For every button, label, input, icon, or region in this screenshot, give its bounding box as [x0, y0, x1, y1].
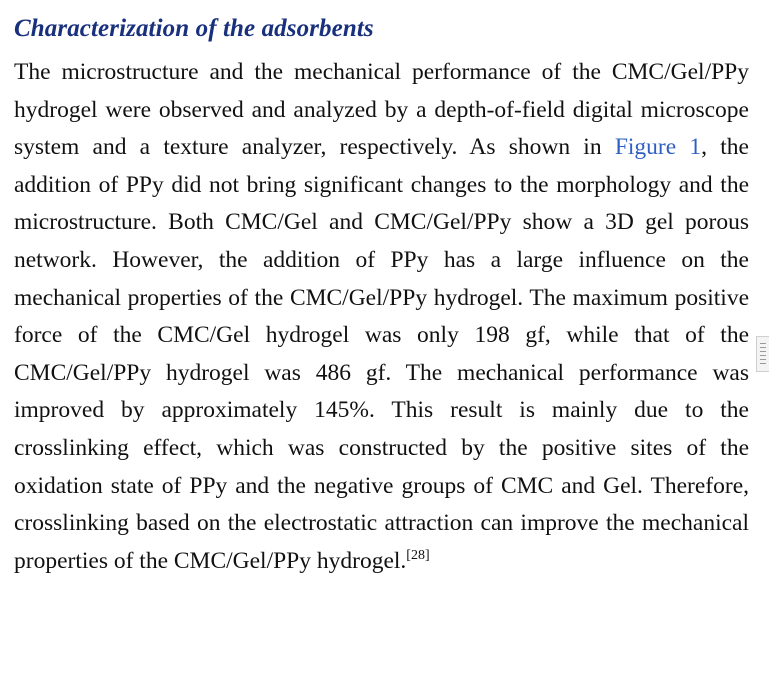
- figure-1-link[interactable]: Figure 1: [614, 134, 702, 161]
- paragraph-text-part-1: The microstructure and the mechanical performance of the CMC/Gel/PPy hydrogel were observed and analyzed by a depth-of-field digital microscope system and a texture analyzer, respectively. As shown in: [14, 59, 749, 161]
- page-title: Characterization of the adsorbents: [14, 15, 374, 42]
- paragraph-text-part-2: , the addition of PPy did not bring significant changes to the morphology and the microstructure. Both CMC/Gel and CMC/Gel/PPy show a 3D gel porous network. However, the addition of PPy has a large influence on the mechanical properties of the CMC/Gel/PPy hydrogel. The maximum positive force of the CMC/Gel hydrogel was only 198 gf, while that of the CMC/Gel/PPy hydrogel was 486 gf. The mechanical performance was improved by approximately 145%. This result is mainly due to the crosslinking effect, which was constructed by the positive sites of the oxidation state of PPy and the negative groups of CMC and Gel. Therefore, crosslinking based on the electrostatic attraction can improve the mechanical properties of the CMC/Gel/PPy hydrogel.: [14, 134, 749, 574]
- menu-lines-icon: [760, 343, 766, 367]
- body-paragraph: [14, 54, 751, 580]
- citation-reference-28[interactable]: [28]: [406, 547, 430, 563]
- margin-sidebar-tab[interactable]: [756, 336, 769, 372]
